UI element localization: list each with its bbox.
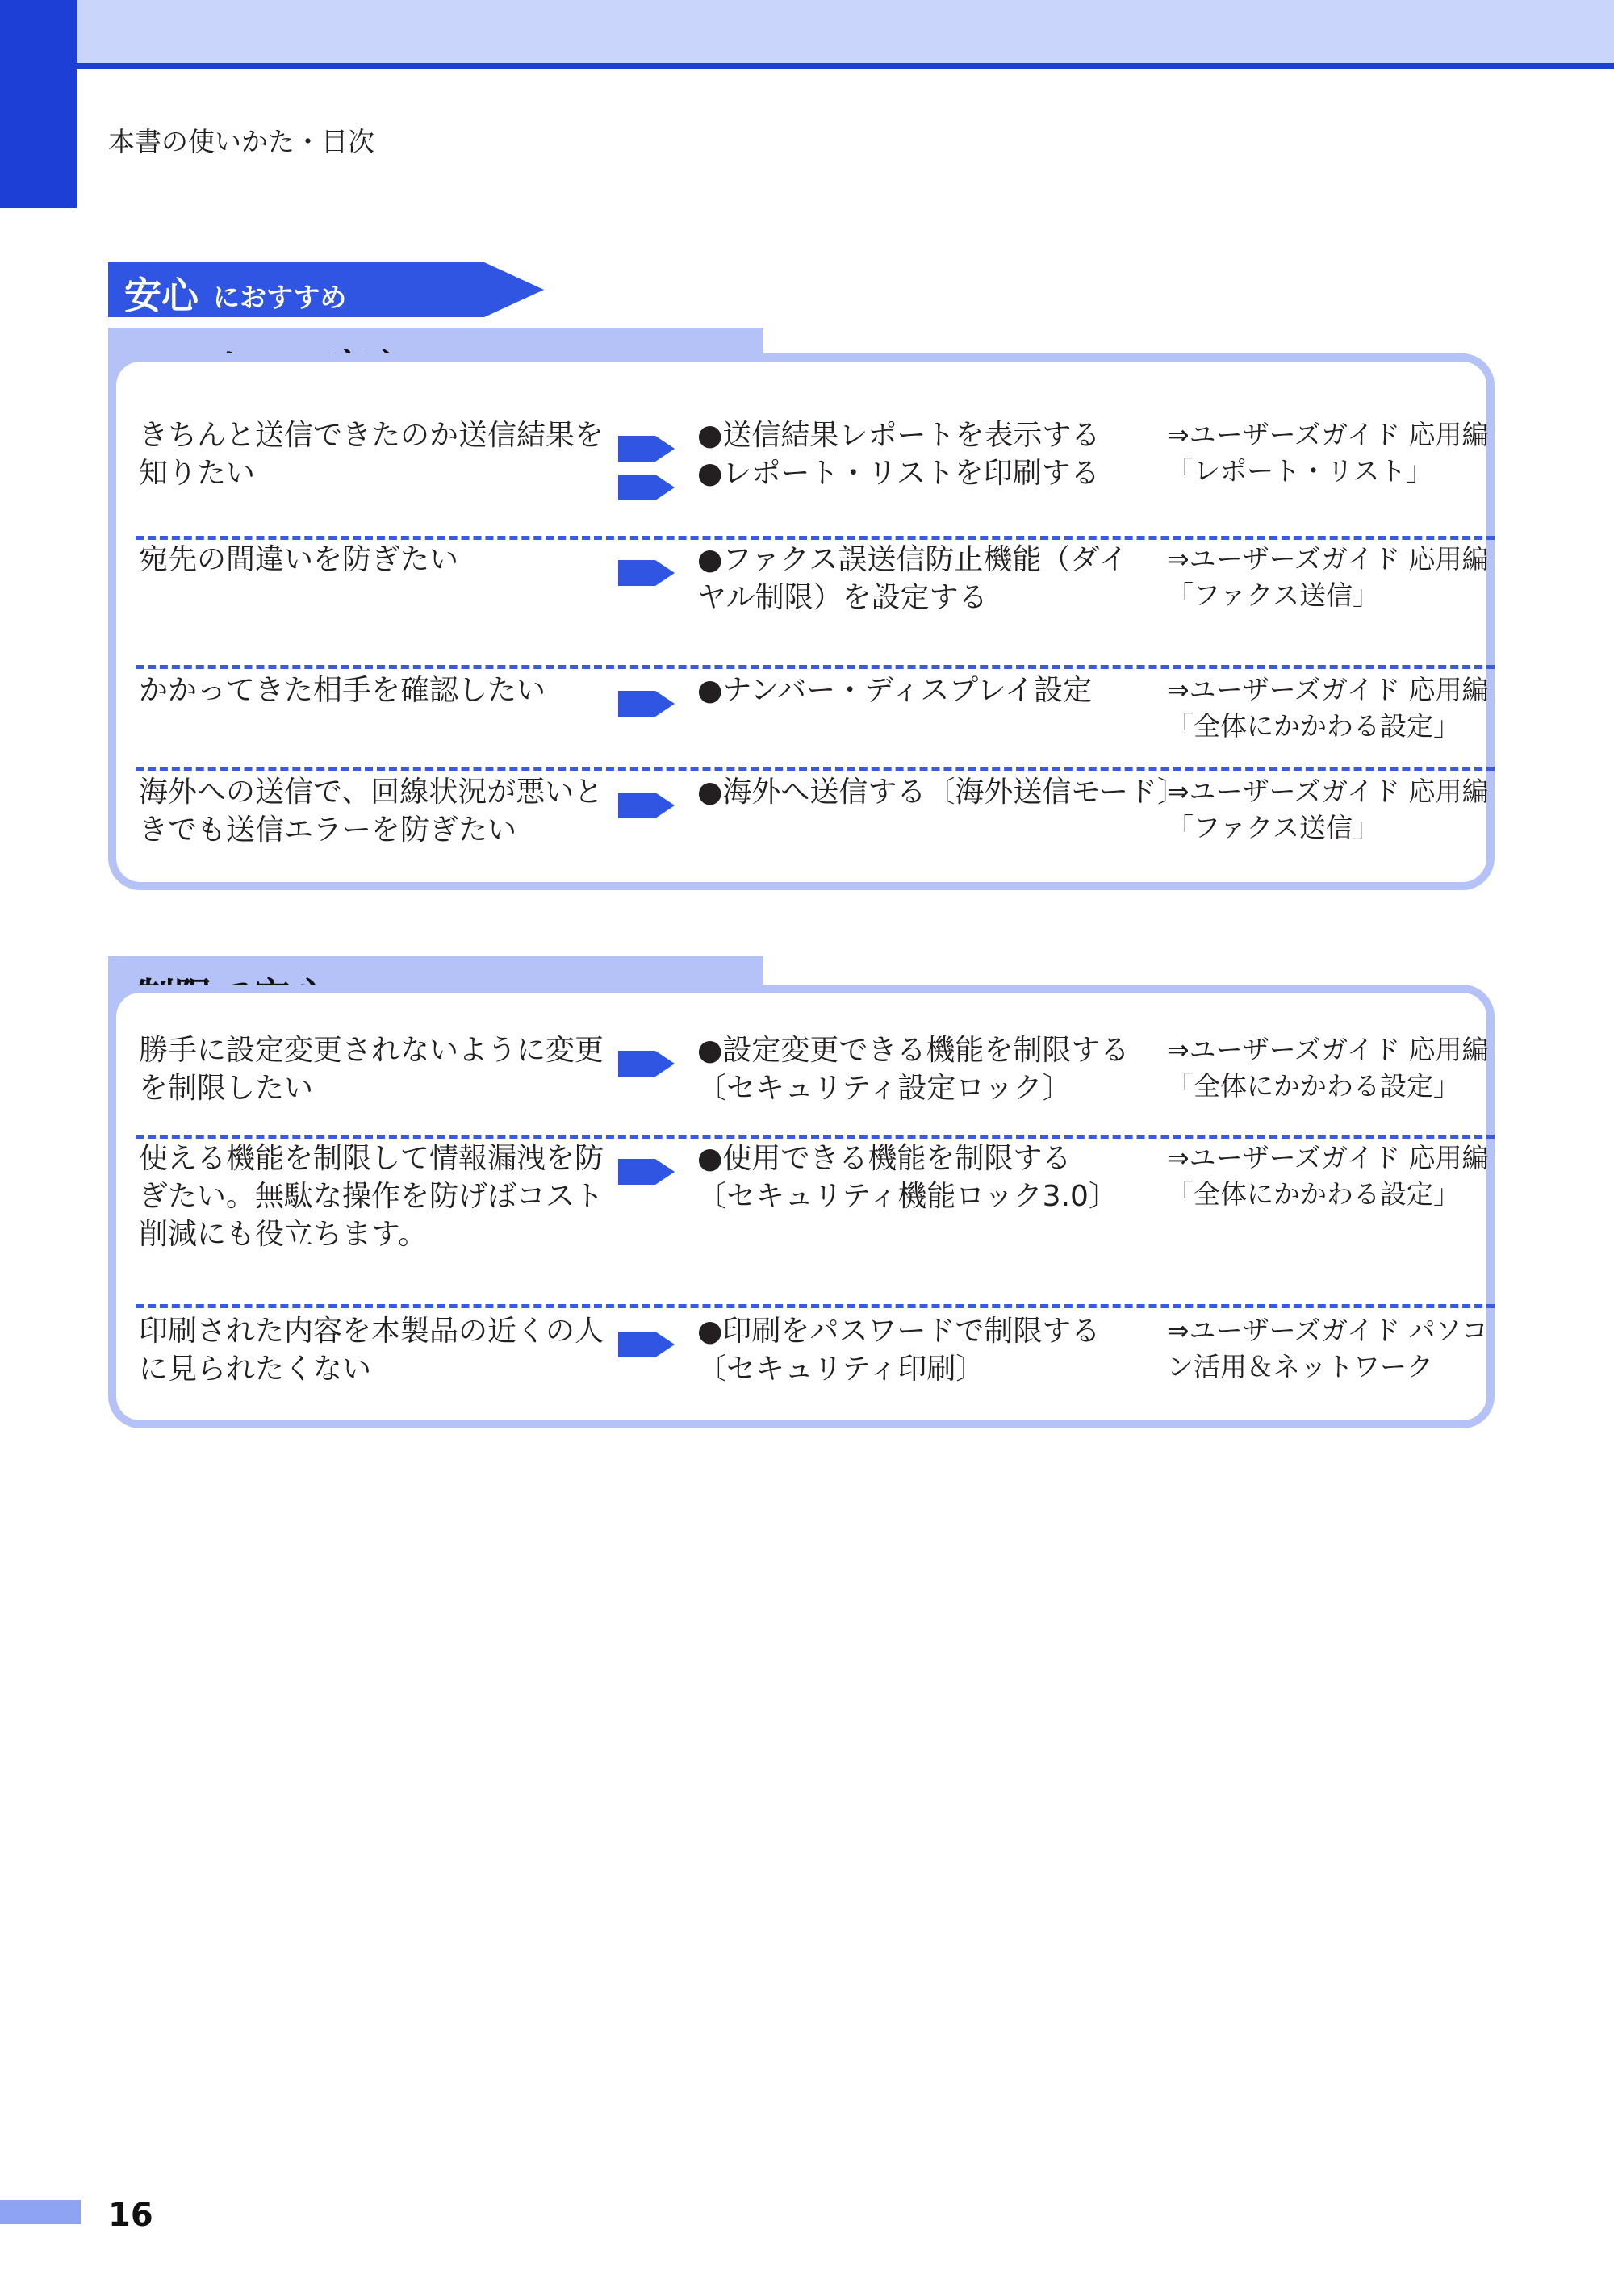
reference-text: ⇒ユーザーズガイド 応用編「全体にかかわる設定」 xyxy=(1167,1034,1489,1102)
arrow-icon xyxy=(618,1051,675,1077)
action-item: ●設定変更できる機能を制限する〔セキュリティ設定ロック〕 xyxy=(697,1034,1130,1105)
want-text: 印刷された内容を本製品の近くの人に見られたくない xyxy=(139,1315,604,1386)
reference-text: ⇒ユーザーズガイド 応用編「全体にかかわる設定」 xyxy=(1167,1142,1489,1210)
action-list xyxy=(697,1031,1149,1107)
arrow-icon xyxy=(618,793,675,818)
row-divider xyxy=(136,536,1495,540)
action-list xyxy=(697,773,1186,811)
want-text: かかってきた相手を確認したい xyxy=(139,674,546,707)
row-divider xyxy=(136,767,1495,771)
reference-text: ⇒ユーザーズガイド パソコン活用＆ネットワーク xyxy=(1167,1315,1488,1382)
reference-text: ⇒ユーザーズガイド 応用編「レポート・リスト」 xyxy=(1167,419,1489,487)
arrow-icon xyxy=(618,475,675,500)
action-item: ●ナンバー・ディスプレイ設定 xyxy=(697,674,1092,707)
want-text: きちんと送信できたのか送信結果を知りたい xyxy=(139,419,604,490)
want-text: 海外への送信で、回線状況が悪いときでも送信エラーを防ぎたい xyxy=(139,776,604,847)
want-text: 勝手に設定変更されないように変更を制限したい xyxy=(139,1034,604,1105)
action-item: ●レポート・リストを印刷する xyxy=(697,457,1100,490)
arrow-icon xyxy=(618,1332,675,1357)
action-item: ●海外へ送信する〔海外送信モード〕 xyxy=(697,776,1186,809)
reference-text: ⇒ユーザーズガイド 応用編「ファクス送信」 xyxy=(1167,543,1489,611)
action-item: ●印刷をパスワードで制限する〔セキュリティ印刷〕 xyxy=(697,1315,1101,1386)
page-number-marker xyxy=(0,2200,81,2224)
box2 xyxy=(108,985,1495,1428)
box1 xyxy=(108,353,1495,890)
want-text: 宛先の間違いを防ぎたい xyxy=(139,543,459,576)
section-title-sub: におすすめ xyxy=(213,282,347,313)
arrow-icon xyxy=(618,1159,675,1185)
action-list xyxy=(697,1140,1117,1215)
page-number: 16 xyxy=(108,2197,153,2234)
action-item: ●ファクス誤送信防止機能（ダイヤル制限）を設定する xyxy=(697,543,1128,614)
reference-text: ⇒ユーザーズガイド 応用編「全体にかかわる設定」 xyxy=(1167,674,1489,742)
header-band xyxy=(0,0,1614,65)
reference-text: ⇒ユーザーズガイド 応用編「ファクス送信」 xyxy=(1167,776,1489,843)
row-divider xyxy=(136,1304,1495,1308)
action-list xyxy=(697,1312,1101,1388)
want-text: 使える機能を制限して情報漏洩を防ぎたい。無駄な操作を防げばコスト削減にも役立ちます。 xyxy=(139,1142,604,1251)
action-list xyxy=(697,541,1133,617)
section-title-main: 安心 xyxy=(124,274,199,317)
action-list xyxy=(697,416,1181,492)
chapter-tab xyxy=(0,0,77,208)
action-list xyxy=(697,671,1181,709)
row-divider xyxy=(136,665,1495,669)
action-item: ●使用できる機能を制限する〔セキュリティ機能ロック3.0〕 xyxy=(697,1142,1118,1213)
arrow-icon xyxy=(618,691,675,717)
row-divider xyxy=(136,1135,1495,1139)
breadcrumb: 本書の使いかた・目次 xyxy=(108,126,374,157)
arrow-icon xyxy=(618,560,675,586)
arrow-icon xyxy=(618,436,675,462)
action-item: ●送信結果レポートを表示する xyxy=(697,419,1101,452)
header-rule xyxy=(0,63,1614,69)
section-banner xyxy=(108,262,544,317)
